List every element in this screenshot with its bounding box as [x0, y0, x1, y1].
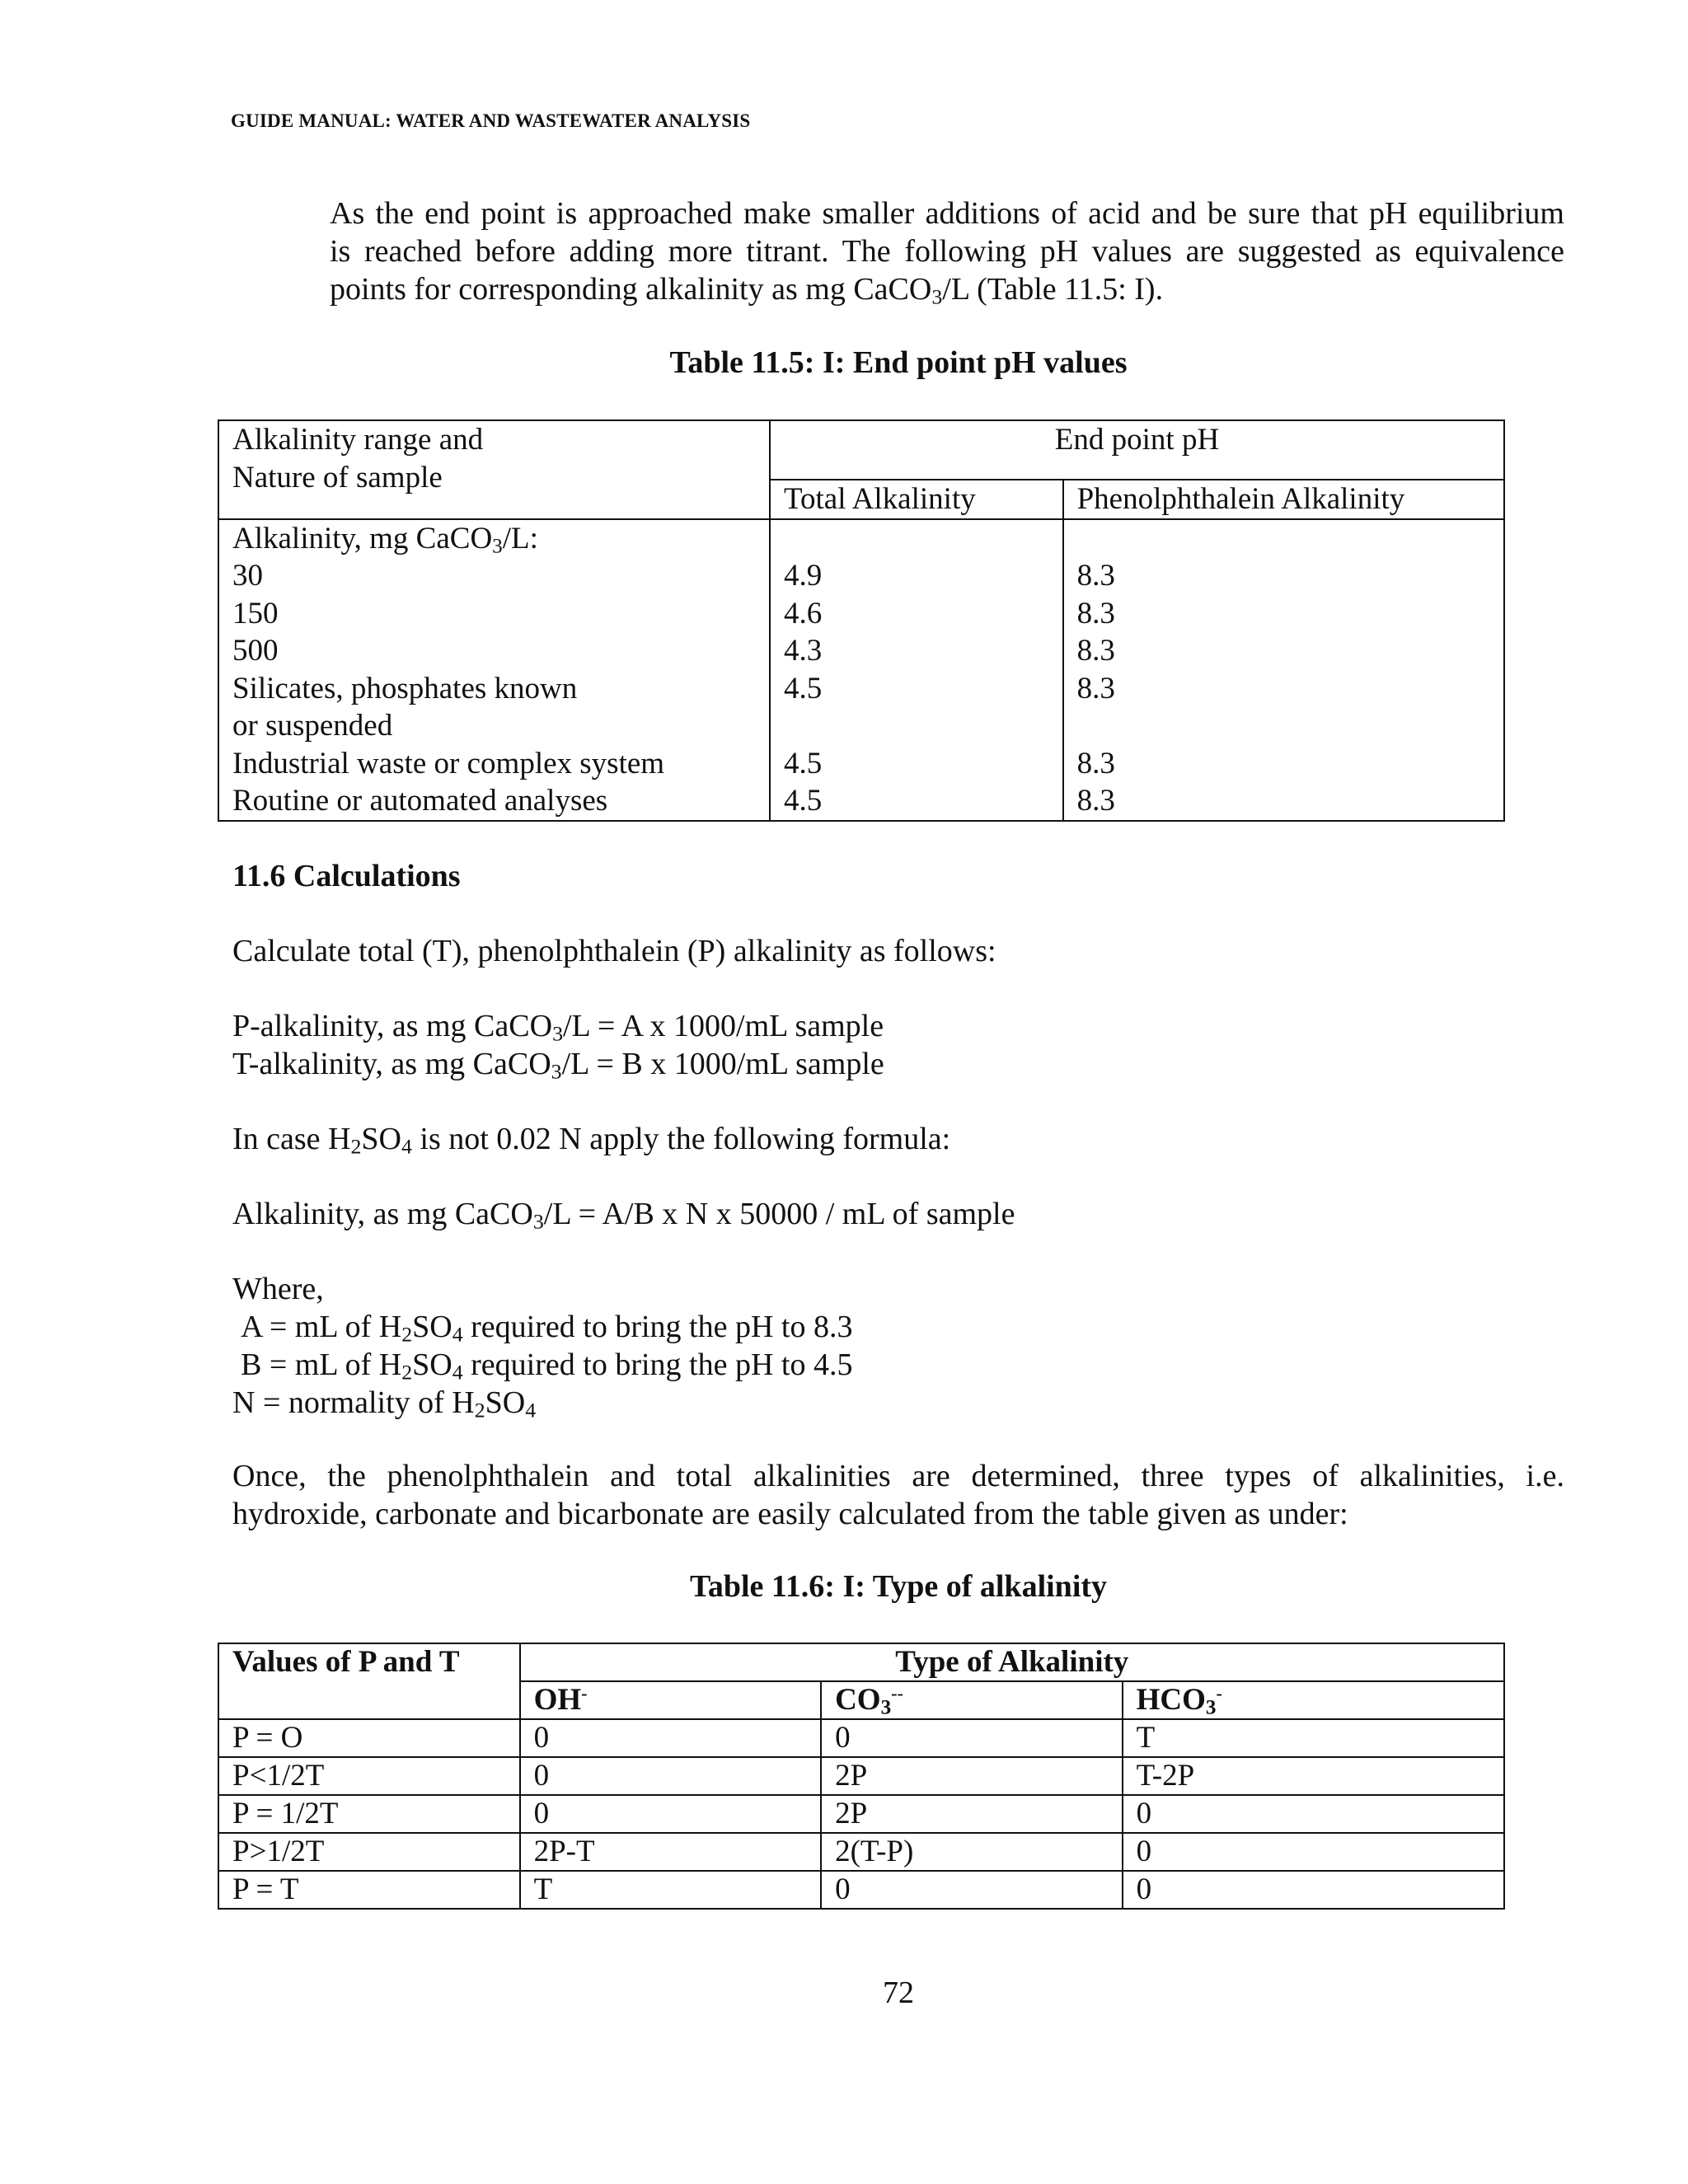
table2-oh-cell: 2P-T: [520, 1833, 822, 1871]
intro-line-1: As the end point is approached make smaller additions of acid and be sure that pH equilibrium: [330, 196, 1564, 231]
alkalinity-type-table: [218, 1643, 1505, 1910]
table2-pt-cell: P<1/2T: [218, 1757, 520, 1795]
table2-hco3-cell: T-2P: [1123, 1757, 1504, 1795]
p-alkalinity-formula: P-alkalinity, as mg CaCO$_3$/L = A x 1000/mL sample: [232, 1009, 884, 1046]
table1-phenol-value: [1077, 707, 1503, 745]
table2-hco3-cell: 0: [1123, 1871, 1504, 1909]
table1-phenol-value: 8.3: [1076, 746, 1115, 780]
alkalinity-formulas: [232, 1007, 884, 1083]
table1-phenol-value: 8.3: [1076, 559, 1115, 593]
table1-phenol-value: 8.3: [1076, 671, 1115, 705]
table1-header-group: End point pH: [770, 420, 1504, 480]
table-row: [218, 1871, 1504, 1909]
table2-co3-cell: 2P: [821, 1795, 1123, 1833]
once-line-2: hydroxide, carbonate and bicarbonate are easily calculated from the table given as under:: [232, 1497, 1348, 1531]
general-formula: Alkalinity, as mg CaCO$_3$/L = A/B x N x 50000 / mL of sample: [232, 1197, 1015, 1234]
table1-total-value: 4.5: [783, 671, 823, 705]
table1-header-phenol: Phenolphthalein Alkalinity: [1063, 480, 1504, 519]
table1-row-label: Silicates, phosphates known: [232, 671, 578, 705]
table1-row-label: 30: [232, 559, 263, 593]
once-line-1: Once, the phenolphthalein and total alkalinities are determined, three types of alkalinities, i.e.: [232, 1459, 1564, 1493]
a-definition: A = mL of $H_2SO_4$ required to bring the pH to 8.3: [241, 1310, 853, 1347]
table2-header-col1: Values of P and T: [218, 1643, 520, 1719]
n-definition: N = normality of $H_2SO_4$: [232, 1385, 537, 1422]
table2-pt-cell: P>1/2T: [218, 1833, 520, 1871]
once-paragraph: [232, 1457, 1564, 1533]
table2-oh-cell: 0: [520, 1795, 822, 1833]
table-row: [218, 1719, 1504, 1757]
table1-total-value: 4.6: [783, 596, 823, 630]
where-label: Where,: [232, 1272, 324, 1306]
table2-co3-cell: 0: [821, 1719, 1123, 1757]
table1-row-label: 500: [232, 634, 279, 668]
table1-row-label: or suspended: [232, 709, 393, 743]
table2-hco3-cell: T: [1123, 1719, 1504, 1757]
table1-total-value: 4.5: [783, 784, 823, 818]
table2-pt-cell: P = O: [218, 1719, 520, 1757]
table1-row-label: Industrial waste or complex system: [232, 746, 665, 780]
table-row: [218, 1833, 1504, 1871]
table1-caption: Table 11.5: I: End point pH values: [669, 345, 1128, 380]
table2-oh-cell: 0: [520, 1719, 822, 1757]
table1-total-value: 4.3: [783, 634, 823, 668]
table1-header-total: Total Alkalinity: [770, 480, 1063, 519]
t-alkalinity-formula: T-alkalinity, as mg CaCO$_3$/L = B x 1000/mL sample: [232, 1047, 884, 1084]
table-row: [218, 1757, 1504, 1795]
variable-definitions: [232, 1270, 852, 1422]
table1-group-label: Alkalinity, mg CaCO$_3$/L:: [232, 521, 538, 558]
table1-total-value: 4.5: [783, 746, 823, 780]
table2-co3-cell: 0: [821, 1871, 1123, 1909]
table2-oh-cell: T: [520, 1871, 822, 1909]
table1-row-label: Routine or automated analyses: [232, 784, 608, 818]
endpoint-ph-table: [218, 419, 1505, 822]
intro-line-2: is reached before adding more titrant. The following pH values are suggested as equivalence: [330, 234, 1564, 269]
table2-pt-cell: P = 1/2T: [218, 1795, 520, 1833]
intro-paragraph: [330, 194, 1564, 308]
page-number: 72: [883, 1975, 914, 2010]
table-row: [218, 1795, 1504, 1833]
table1-row-label: 150: [232, 596, 279, 630]
table2-hco3-cell: 0: [1123, 1795, 1504, 1833]
intro-line-3: points for corresponding alkalinity as mg CaCO$_3$/L (Table 11.5: I).: [330, 272, 1164, 309]
normality-note: In case $H_2SO_4$ is not 0.02 N apply the following formula:: [232, 1122, 951, 1159]
table2-pt-cell: P = T: [218, 1871, 520, 1909]
table2-header-co3: $CO_3^{--}$: [821, 1681, 1123, 1719]
table2-header-hco3: $HCO_3^-$: [1123, 1681, 1504, 1719]
table2-co3-cell: 2P: [821, 1757, 1123, 1795]
table2-header-oh: OH-: [520, 1681, 822, 1719]
calc-intro: Calculate total (T), phenolphthalein (P) alkalinity as follows:: [232, 934, 996, 968]
table1-phenol-value: 8.3: [1076, 634, 1115, 668]
running-header: GUIDE MANUAL: WATER AND WASTEWATER ANALYSIS: [231, 110, 751, 131]
table1-header-col1: Alkalinity range and Nature of sample: [218, 420, 770, 519]
table1-total-column: [770, 519, 1063, 821]
table1-label-column: [218, 519, 770, 821]
table2-header-group: Type of Alkalinity: [520, 1643, 1504, 1681]
b-definition: B = mL of $H_2SO_4$ required to bring the pH to 4.5: [241, 1347, 853, 1385]
table1-total-value: 4.9: [783, 559, 823, 593]
section-heading: 11.6 Calculations: [232, 859, 461, 893]
table2-caption: Table 11.6: I: Type of alkalinity: [689, 1569, 1108, 1604]
table1-phenol-value: 8.3: [1076, 596, 1115, 630]
table2-oh-cell: 0: [520, 1757, 822, 1795]
table1-phenol-column: [1063, 519, 1504, 821]
table2-hco3-cell: 0: [1123, 1833, 1504, 1871]
table2-co3-cell: 2(T-P): [821, 1833, 1123, 1871]
table1-total-value: [784, 707, 1062, 745]
table1-phenol-value: 8.3: [1076, 784, 1115, 818]
